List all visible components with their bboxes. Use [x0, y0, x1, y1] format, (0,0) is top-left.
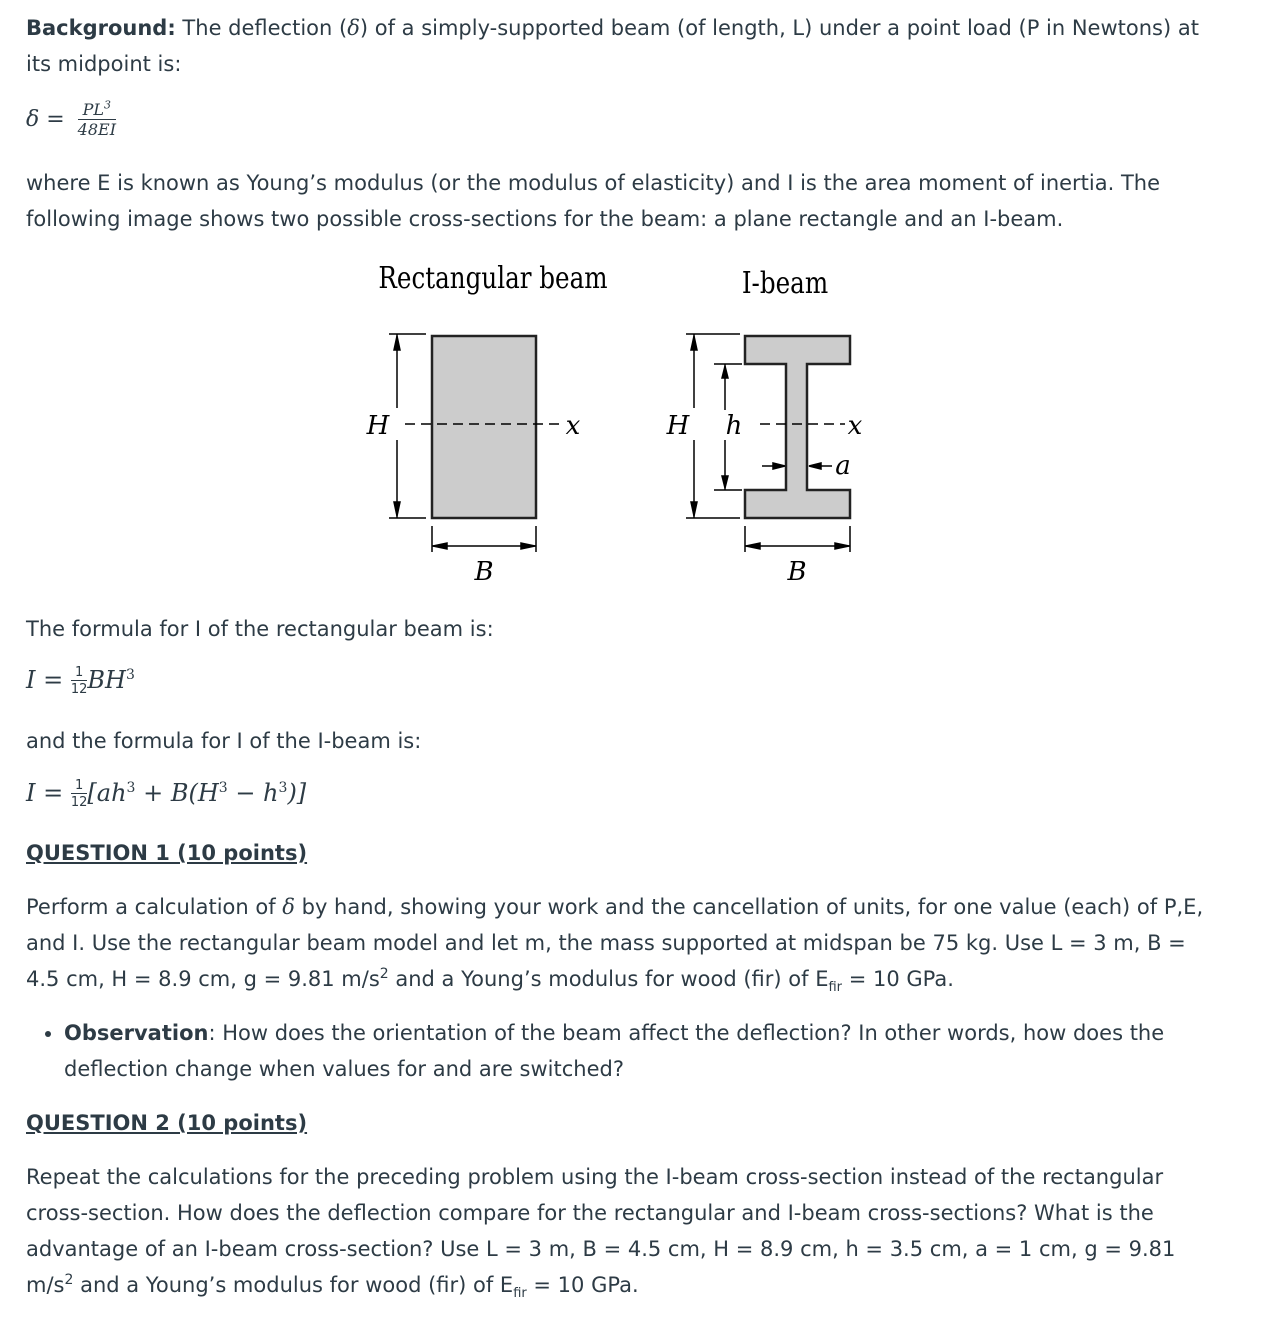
- ibeam-title: I-beam: [741, 266, 829, 301]
- ibeam-h-label: h: [725, 411, 743, 441]
- question-2-body: Repeat the calculations for the preceding problem using the I-beam cross-section instead of the rectangular cross-section. How does the deflection compare for the rectangular and I-beam cross-sections? What is the advantage of an I-beam cross-section? Use L = 3 m, B = 4.5 cm, H = 8.9 cm, h = 3.5 cm, a = 1 cm, g = 9.81 $m/s^2$ and a Young’s modulus for wood (fir) of $E_{fir} = 10$ GPa.: [26, 1165, 1176, 1302]
- background-paragraph: Background: The deflection (δ) of a simply-supported beam (of length, L) under a point load (P in Newtons) at its midpoint is:: [26, 16, 1199, 76]
- deflection-formula: δ = $\frac{PL^3}{48EI}$: [26, 98, 117, 139]
- ibeam-drawing: [686, 334, 850, 552]
- ibeam-a-label: a: [835, 451, 851, 481]
- rect-beam-title: Rectangular beam: [378, 261, 608, 296]
- rect-x-label: x: [565, 411, 581, 441]
- ibeam-cross-section: [745, 336, 850, 518]
- rect-beam-drawing: [389, 334, 560, 552]
- ibeam-formula-intro: and the formula for I of the I-beam is:: [26, 729, 422, 753]
- rect-cross-section: [432, 336, 536, 518]
- question-2-heading: QUESTION 2 (10 points): [26, 1111, 308, 1135]
- ibeam-x-label: x: [847, 411, 863, 441]
- observation-list: [26, 1015, 1204, 1087]
- rect-formula-intro: The formula for I of the rectangular beam is:: [26, 617, 494, 641]
- beam-cross-sections-figure: [330, 246, 890, 596]
- question-1-heading: QUESTION 1 (10 points): [26, 841, 308, 865]
- rect-B-label: B: [474, 557, 494, 587]
- ibeam-inertia-formula: I = $\frac{1}{12}$ $[ah^3 + B(H^3 - h^3)]$: [26, 778, 307, 810]
- ibeam-H-label: H: [666, 411, 690, 441]
- ibeam-B-label: B: [787, 557, 807, 587]
- rect-inertia-formula: I = $\frac{1}{12}$ $BH^3$: [26, 665, 135, 697]
- rect-H-label: H: [366, 411, 390, 441]
- background-label: Background:: [26, 16, 176, 40]
- question-1-body: Perform a calculation of δ by hand, showing your work and the cancellation of units, for one value (each) of P,E, and I. Use the rectangular beam model and let m, the mass supported at midspan be 75 kg. Use L = 3 m, B = 4.5 cm, H = 8.9 cm, g = 9.81 $m/s^2$ and a Young’s modulus for wood (fir) of $E_{fir} = 10$ GPa.: [26, 895, 1204, 996]
- observation-item: • Observation: How does the orientation of the beam affect the deflection? In other words, how does the deflection change when values for and are switched?: [64, 1015, 1204, 1087]
- where-paragraph: where E is known as Young’s modulus (or the modulus of elasticity) and I is the area moment of inertia. The following image shows two possible cross-sections for the beam: a plane rectangle and an I-beam.: [26, 171, 1161, 231]
